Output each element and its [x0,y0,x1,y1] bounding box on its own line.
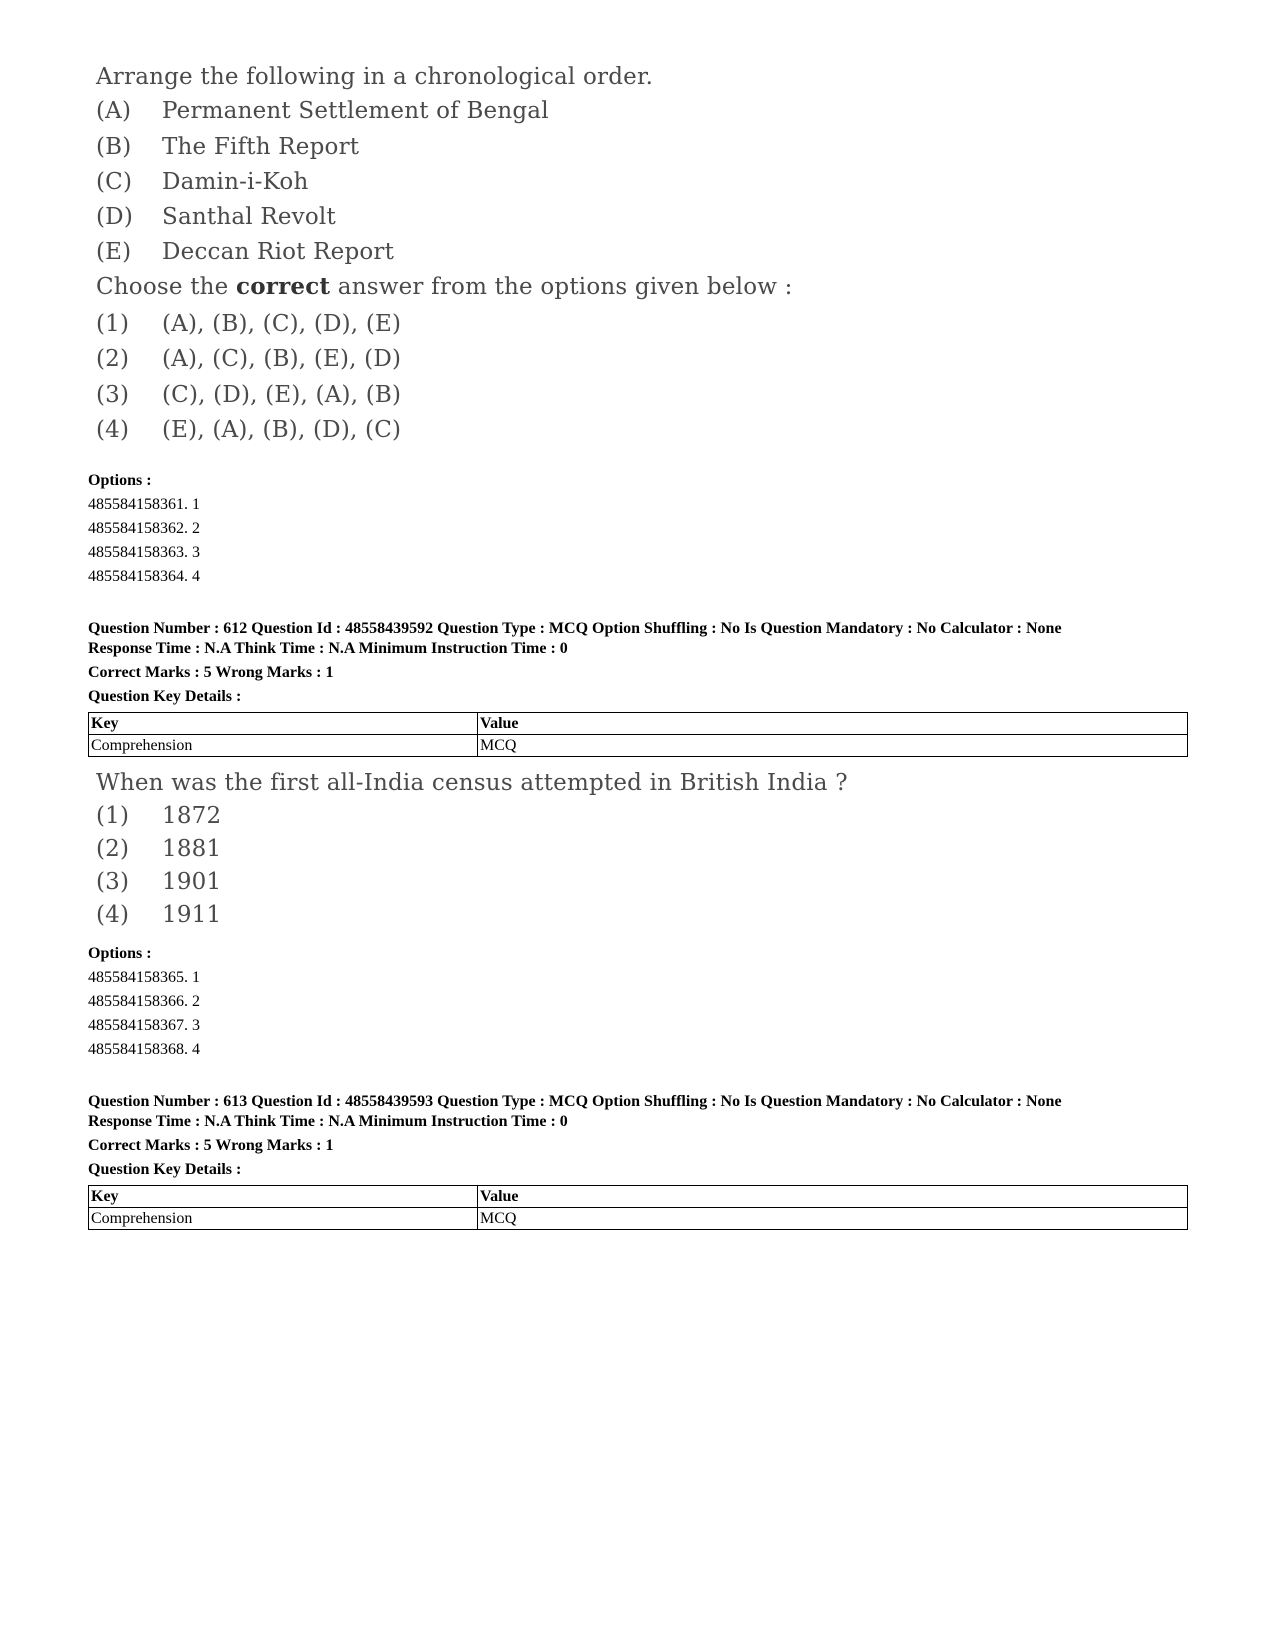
q612-key-details-heading: Question Key Details : [88,688,242,705]
q611-item-d-text: Santhal Revolt [162,204,336,230]
q611-answer-2-text: (A), (C), (B), (E), (D) [162,346,402,372]
q611-item-e-label: (E) [96,239,132,265]
q613-key-table-header [89,1186,1188,1208]
q613-marks: Correct Marks : 5 Wrong Marks : 1 [88,1137,334,1154]
q611-option-4: 485584158364. 4 [88,568,200,585]
q612-row-value: MCQ [478,735,1188,757]
q612-header-value: Value [478,713,1188,735]
q611-item-b-text: The Fifth Report [162,134,360,160]
q612-answer-4-text: 1911 [162,902,222,928]
q611-option-3: 485584158363. 3 [88,544,200,561]
q611-choose-instruction [96,272,793,302]
q612-meta-line1: Question Number : 612 Question Id : 48558439592 Question Type : MCQ Option Shuffling : No Is Question Mandatory : No Calculator : None [88,620,1062,637]
q613-key-table [88,1185,1188,1230]
q612-answer-3-text: 1901 [162,869,222,895]
q611-item-b-label: (B) [96,134,132,160]
q612-prompt: When was the first all-India census attempted in British India ? [96,770,848,796]
q613-row-key: Comprehension [89,1208,478,1230]
q611-item-a-text: Permanent Settlement of Bengal [162,98,549,124]
q611-choose-post: answer from the options given below : [330,274,793,300]
q612-header-key: Key [89,713,478,735]
q611-item-d-label: (D) [96,204,133,230]
q611-item-e-text: Deccan Riot Report [162,239,395,265]
q612-answer-1-text: 1872 [162,803,222,829]
q612-key-table-row [89,735,1188,757]
q611-item-c-label: (C) [96,169,133,195]
q611-answer-1-label: (1) [96,311,130,337]
q612-answer-2-label: (2) [96,836,130,862]
q613-row-value: MCQ [478,1208,1188,1230]
q611-answer-1-text: (A), (B), (C), (D), (E) [162,311,402,337]
q612-answer-1-label: (1) [96,803,130,829]
q613-header-key: Key [89,1186,478,1208]
q611-options-heading: Options : [88,472,152,489]
q611-option-1: 485584158361. 1 [88,496,200,513]
q611-prompt: Arrange the following in a chronological order. [96,64,654,90]
q612-option-2: 485584158366. 2 [88,993,200,1010]
q613-key-table-row [89,1208,1188,1230]
q612-answer-4-label: (4) [96,902,130,928]
q611-choose-pre: Choose the [96,274,237,300]
q613-meta-line2: Response Time : N.A Think Time : N.A Minimum Instruction Time : 0 [88,1113,568,1130]
q612-marks: Correct Marks : 5 Wrong Marks : 1 [88,664,334,681]
q611-answer-4-label: (4) [96,417,130,443]
q612-option-1: 485584158365. 1 [88,969,200,986]
q611-item-c-text: Damin-i-Koh [162,169,309,195]
q612-key-table-header [89,713,1188,735]
q613-header-value: Value [478,1186,1188,1208]
q611-item-a-label: (A) [96,98,132,124]
q611-answer-4-text: (E), (A), (B), (D), (C) [162,417,402,443]
q611-answer-2-label: (2) [96,346,130,372]
q612-options-heading: Options : [88,945,152,962]
q612-option-3: 485584158367. 3 [88,1017,200,1034]
q613-meta-line1: Question Number : 613 Question Id : 48558439593 Question Type : MCQ Option Shuffling : No Is Question Mandatory : No Calculator : None [88,1093,1062,1110]
q611-option-2: 485584158362. 2 [88,520,200,537]
q612-option-4: 485584158368. 4 [88,1041,200,1058]
q612-meta-line2: Response Time : N.A Think Time : N.A Minimum Instruction Time : 0 [88,640,568,657]
q612-answer-2-text: 1881 [162,836,222,862]
q611-choose-bold: correct [236,273,331,300]
q612-key-table [88,712,1188,757]
q612-row-key: Comprehension [89,735,478,757]
q612-answer-3-label: (3) [96,869,130,895]
q611-answer-3-text: (C), (D), (E), (A), (B) [162,382,402,408]
q613-key-details-heading: Question Key Details : [88,1161,242,1178]
q611-answer-3-label: (3) [96,382,130,408]
